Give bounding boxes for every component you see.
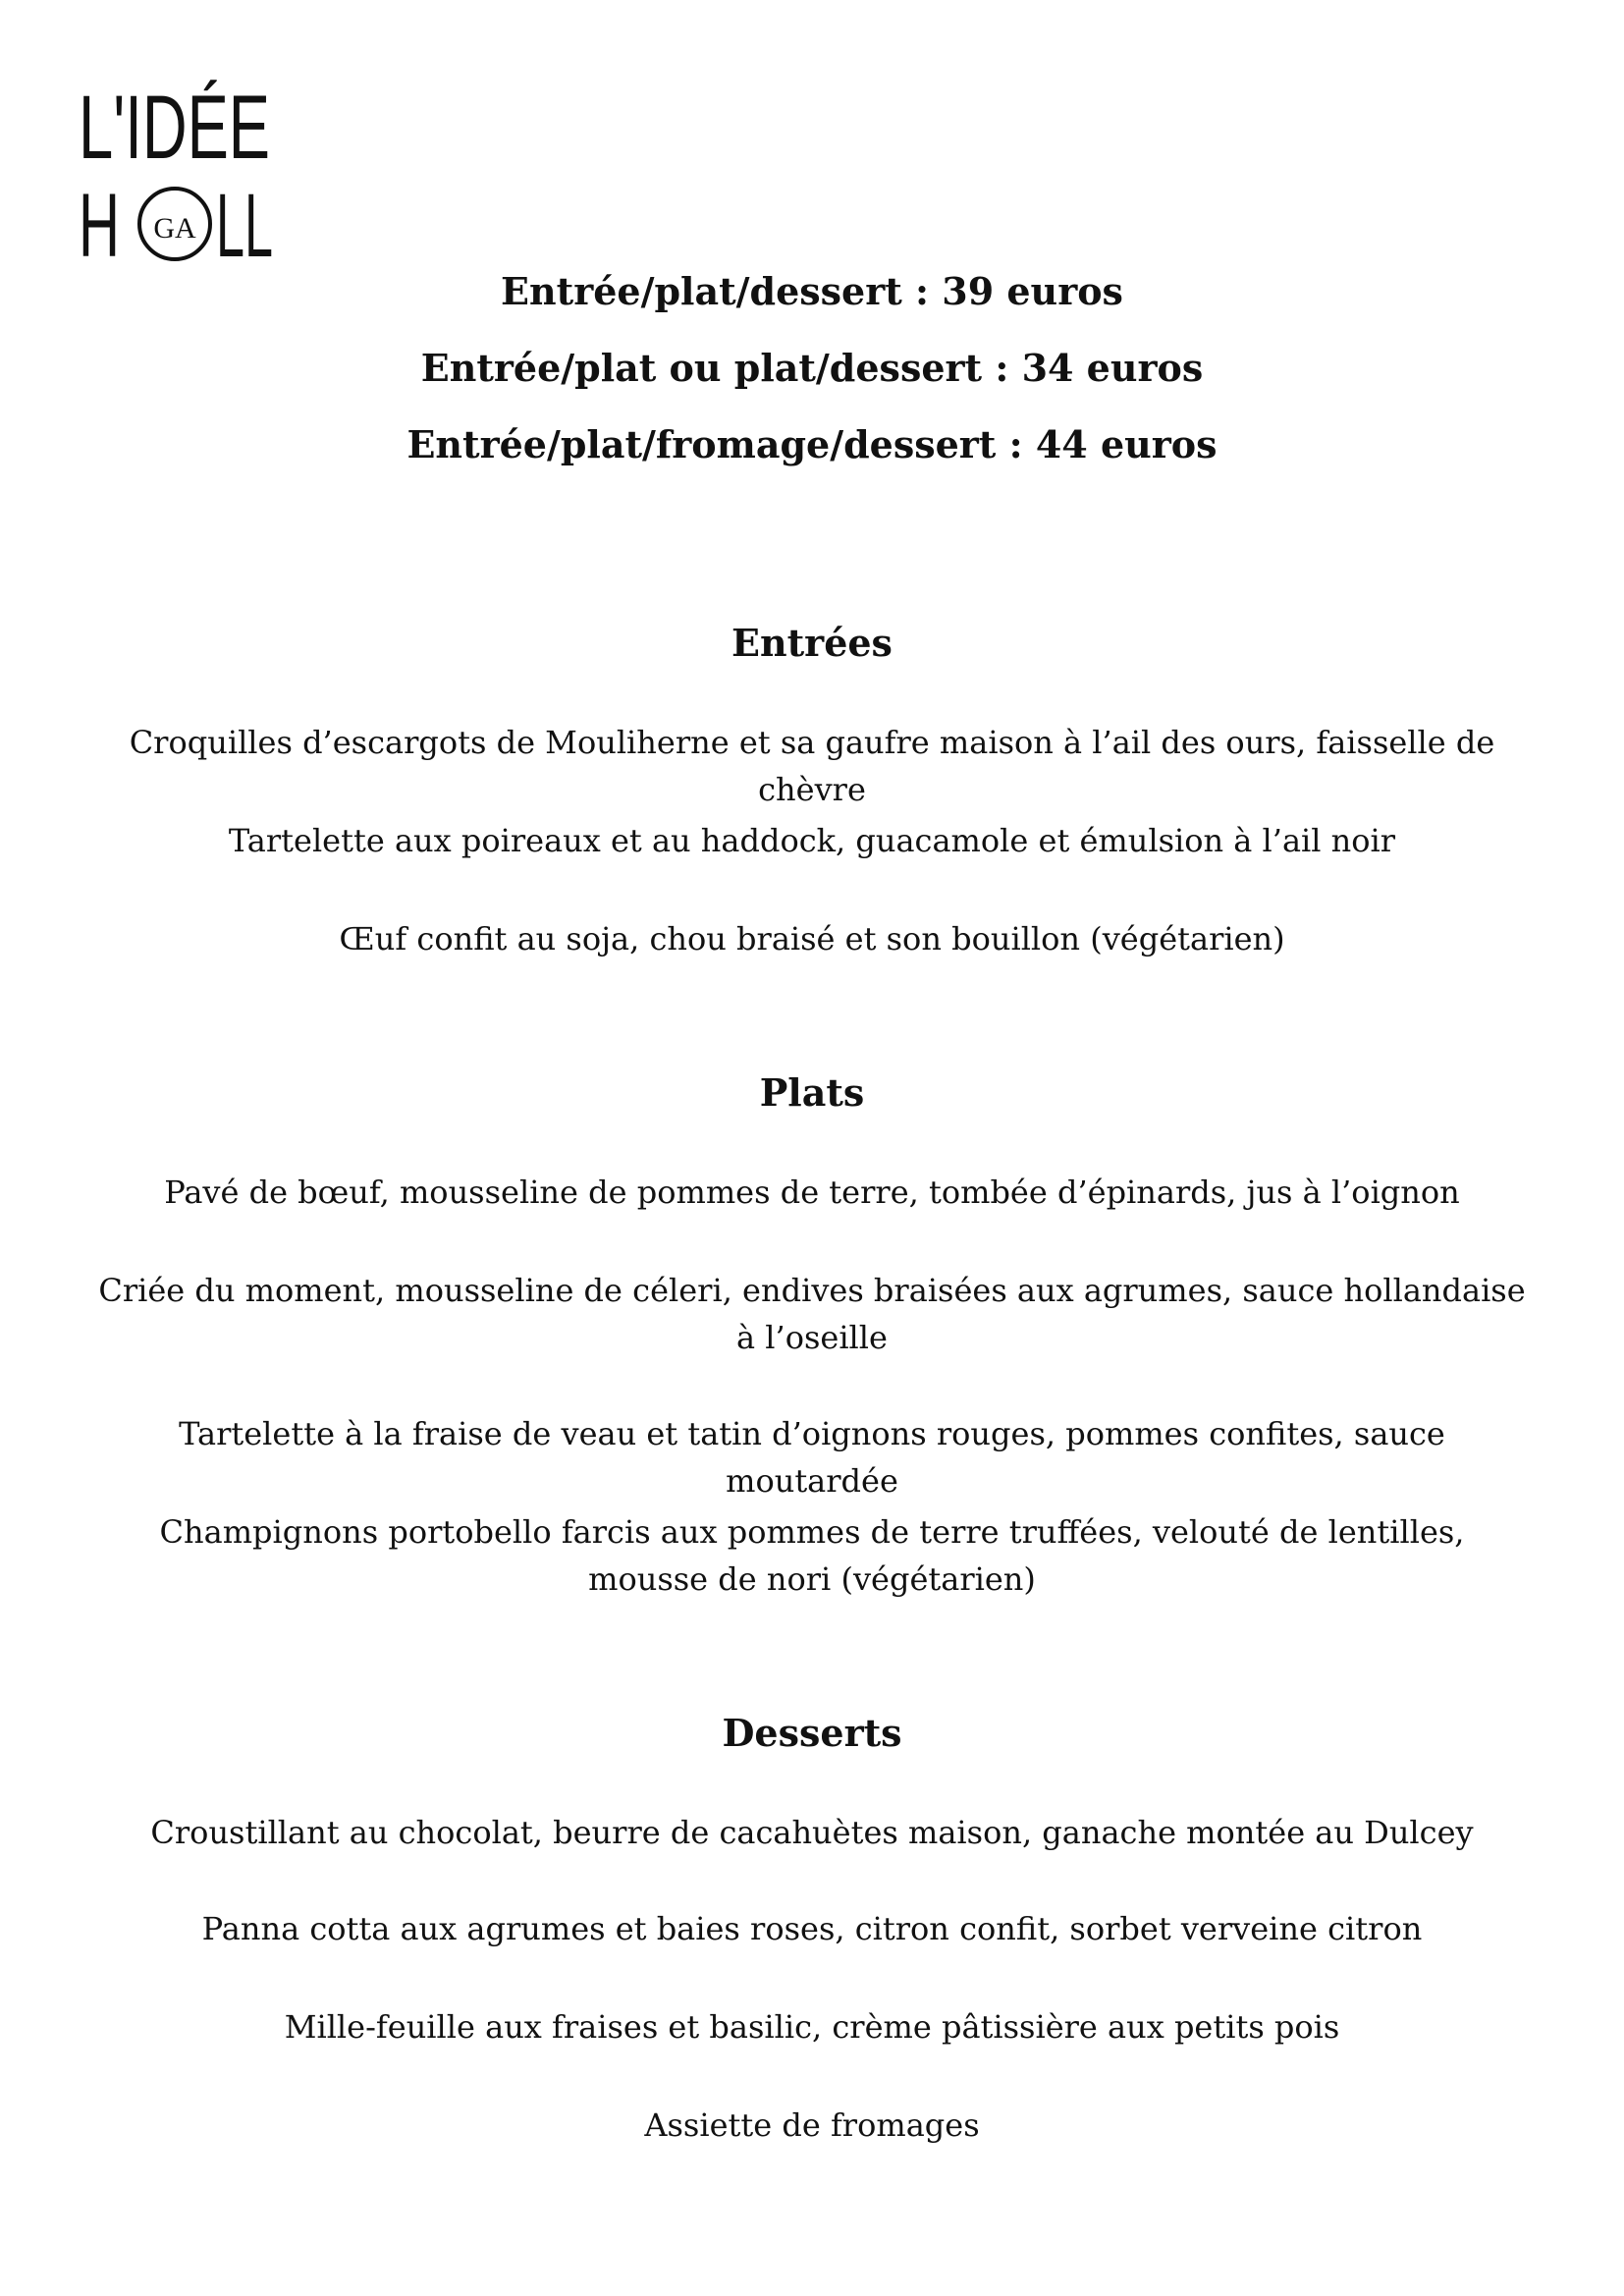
menu-item: Panna cotta aux agrumes et baies roses, citron confit, sorbet verveine citron — [201, 1910, 1423, 1947]
menu-item: Croquilles d’escargots de Mouliherne et sa gaufre maison à l’ail des ours, faisselle de chèvre — [129, 724, 1495, 808]
menu-item: Pavé de bœuf, mousseline de pommes de terre, tombée d’épinards, jus à l’oignon — [164, 1174, 1460, 1211]
logo-letter-h: H — [79, 176, 120, 276]
logo-emblem — [139, 189, 210, 259]
section-entrees — [0, 619, 1624, 668]
section-plats — [0, 1068, 1624, 1118]
logo-mark — [79, 55, 275, 276]
section-title: Plats — [759, 1070, 865, 1115]
section-title: Entrées — [731, 621, 893, 665]
menu-item: Mille-feuille aux fraises et basilic, crème pâtissière aux petits pois — [284, 2008, 1340, 2046]
logo-line1: L'IDÉE — [79, 78, 270, 178]
menu-item: Tartelette aux poireaux et au haddock, guacamole et émulsion à l’ail noir — [228, 822, 1396, 859]
logo-letters-ll: LL — [216, 176, 273, 276]
menu-item: Œuf confit au soja, chou braisé et son bouillon (végétarien) — [339, 920, 1285, 957]
menu-item: Croustillant au chocolat, beurre de cacahuètes maison, ganache montée au Dulcey — [150, 1814, 1474, 1851]
formula-line: Entrée/plat/fromage/dessert : 44 euros — [406, 422, 1218, 466]
menu-item: Criée du moment, mousseline de céleri, endives braisées aux agrumes, sauce hollandaise à l’oseille — [98, 1272, 1526, 1356]
section-desserts — [0, 1709, 1624, 1758]
section-title: Desserts — [722, 1711, 902, 1755]
formula-line: Entrée/plat/dessert : 39 euros — [501, 269, 1123, 313]
menu-item: Assiette de fromages — [644, 2106, 980, 2144]
menu-item: Champignons portobello farcis aux pommes de terre truffées, velouté de lentilles, mousse de nori (végétarien) — [159, 1513, 1465, 1598]
formula-line: Entrée/plat ou plat/dessert : 34 euros — [420, 346, 1204, 390]
price-formulas — [0, 253, 1624, 483]
restaurant-logo — [79, 55, 275, 276]
logo-emblem-letters: GA — [153, 212, 196, 245]
menu-item: Tartelette à la fraise de veau et tatin d’oignons rouges, pommes confites, sauce moutardée — [179, 1415, 1445, 1500]
